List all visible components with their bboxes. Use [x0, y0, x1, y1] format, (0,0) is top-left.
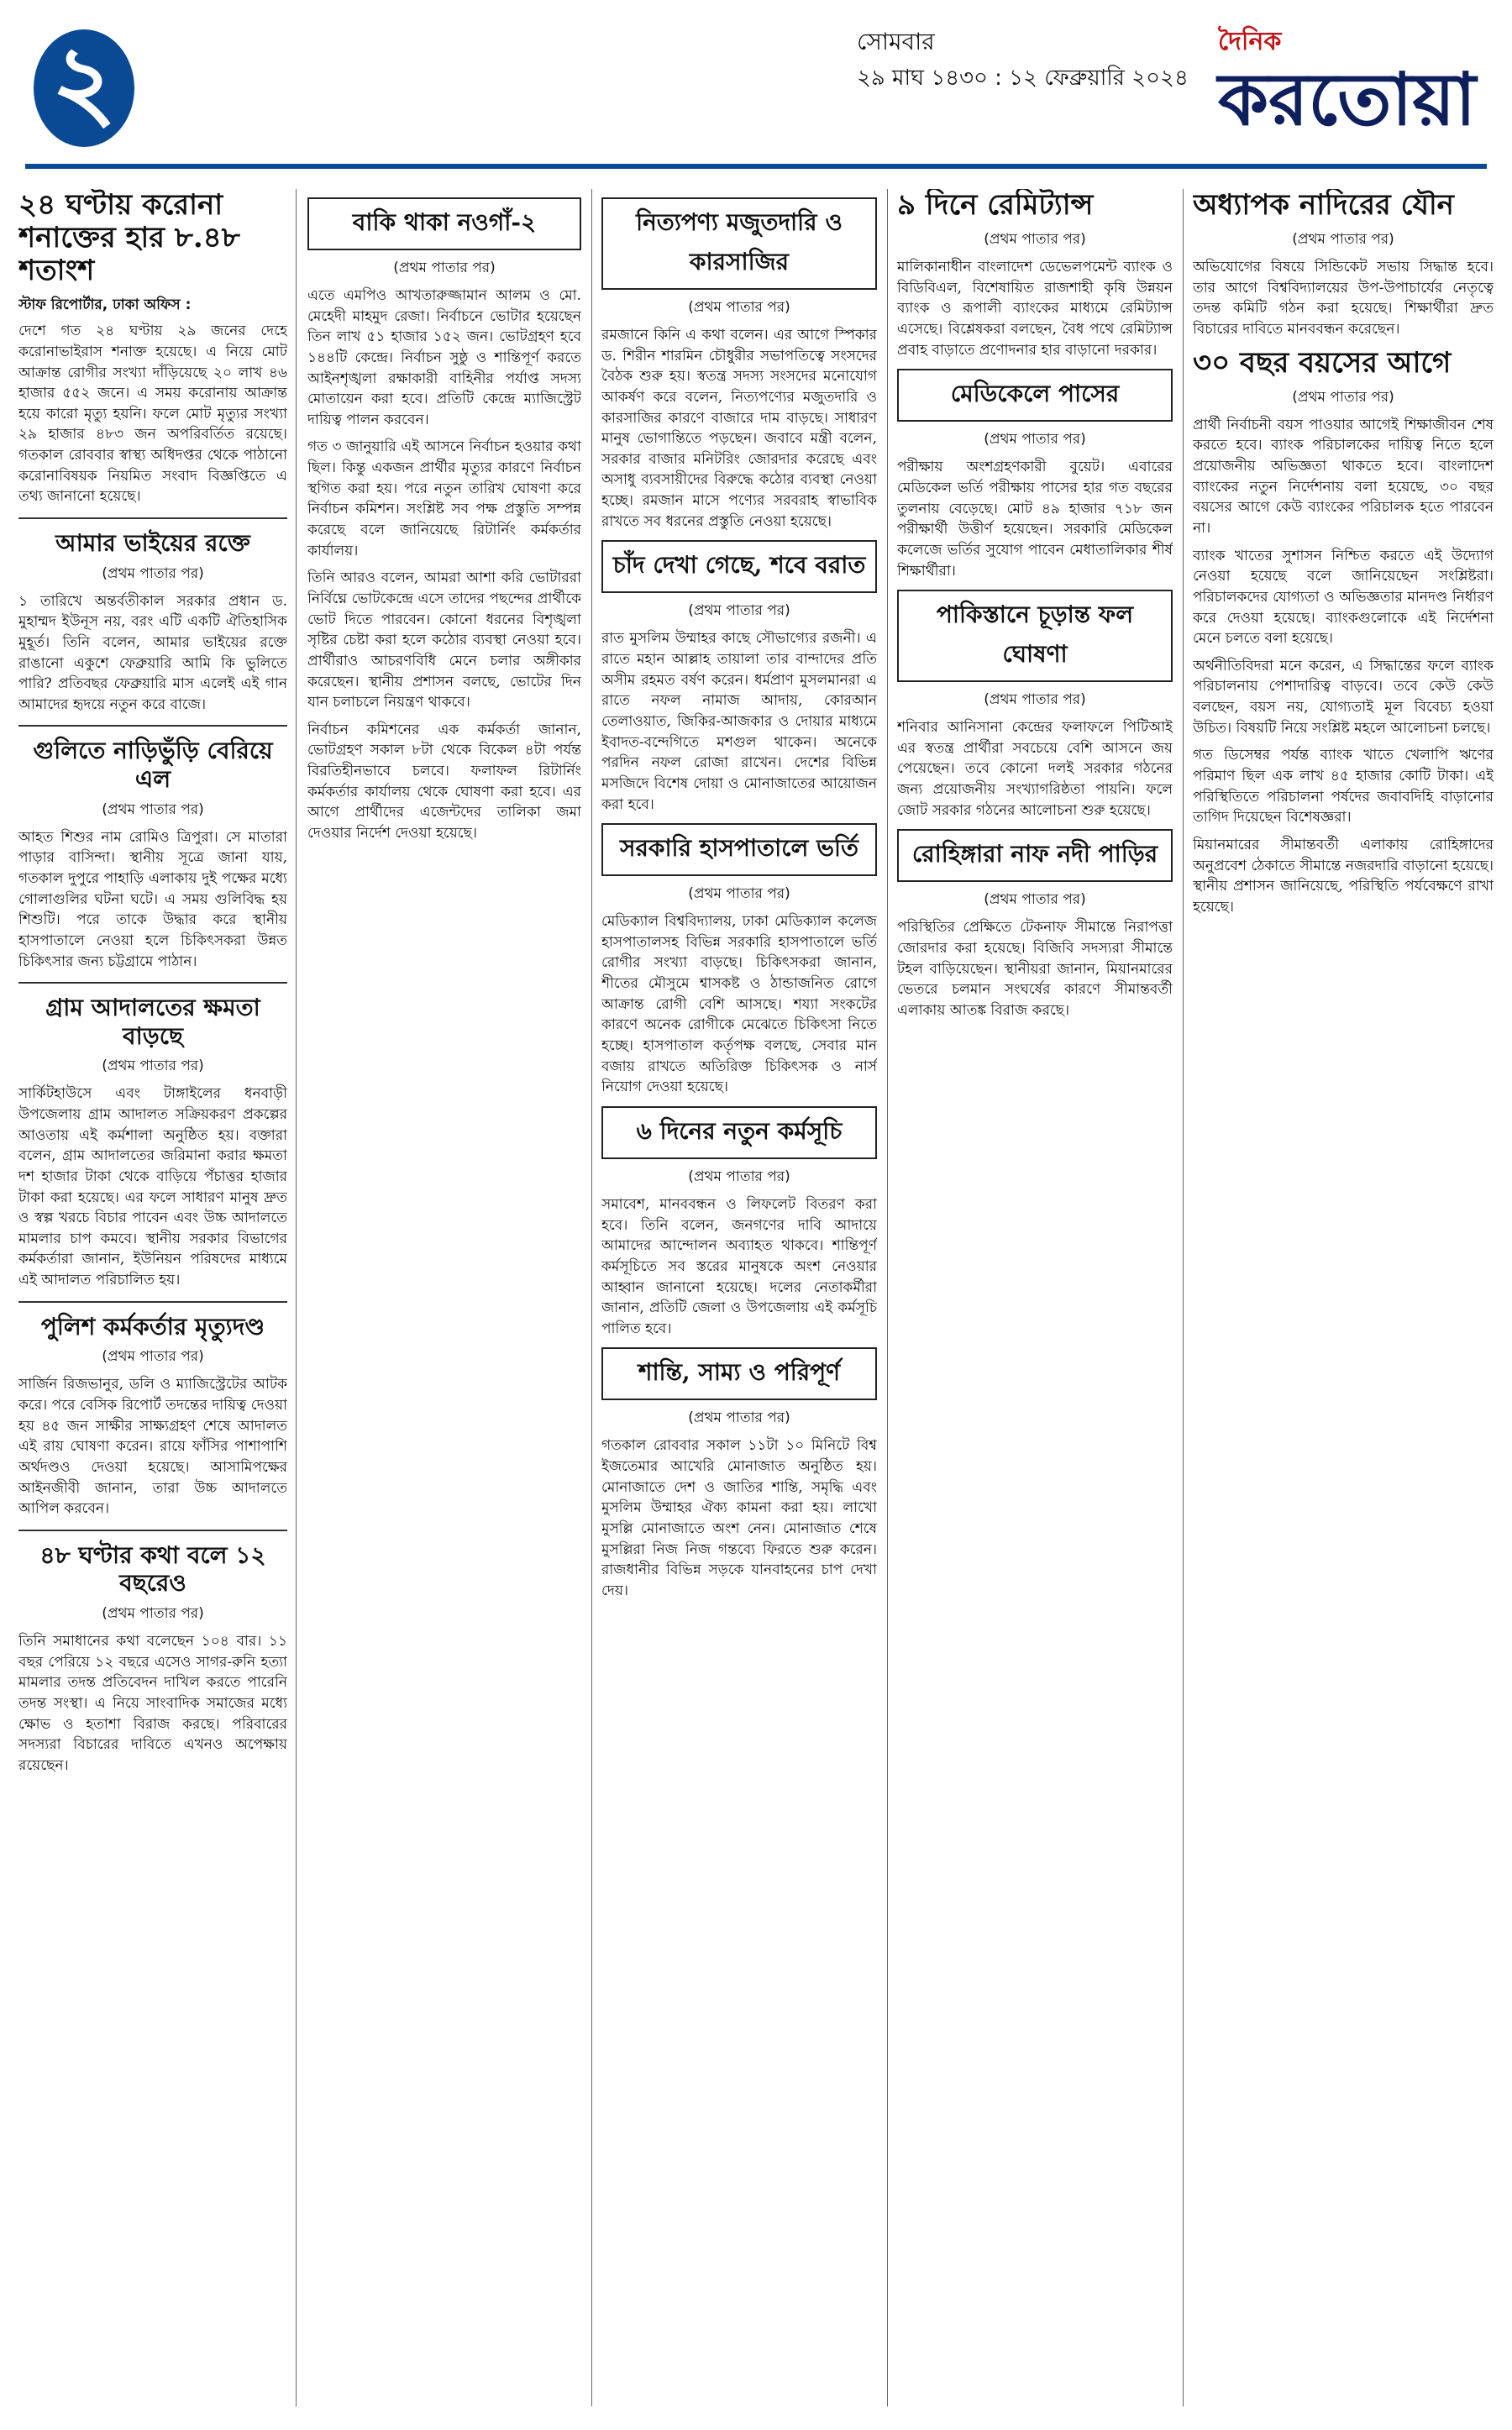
column-1: [18, 189, 287, 2406]
story-body: নির্বাচন কমিশনের এক কর্মকর্তা জানান, ভোটগ্রহণ সকাল ৮টা থেকে বিকেল ৪টা পর্যন্ত বিরতিহীনভাবে চলবে। ফলাফল রিটার্নিং কর্মকর্তার কার্যালয় থেকে ঘোষণা করা হবে। এর আগে প্রার্থীদের এজেন্টদের তালিকা জমা দেওয়ার নির্দেশ দেওয়া হয়েছে।: [307, 721, 581, 842]
continuation-label: (প্রথম পাতার পর): [102, 800, 204, 818]
column-3: [601, 189, 877, 2406]
divider: [18, 1530, 287, 1531]
story-headline: রোহিঙ্গারা নাফ নদী পাড়ির: [897, 829, 1173, 882]
story-headline: ৪৮ ঘণ্টার কথা বলে ১২ বছরেও: [39, 1540, 266, 1598]
story-body: মিয়ানমারের সীমান্তবর্তী এলাকায় রোহিঙ্গাদের অনুপ্রবেশ ঠেকাতে সীমান্তে নজরদারি বাড়ানো হয়েছে। স্থানীয় প্রশাসন জানিয়েছে, পরিস্থিতি পর্যবেক্ষণে রাখা হয়েছে।: [1193, 836, 1494, 916]
story-body: রাত মুসলিম উম্মাহর কাছে সৌভাগ্যের রজনী। এ রাতে মহান আল্লাহ তায়ালা তার বান্দাদের প্রতি অসীম রহমত বর্ষণ করেন। ধর্মপ্রাণ মুসলমানরা এ রাতে নফল নামাজ আদায়, কোরআন তেলাওয়াত, জিকির-আজকার ও দোয়ার মাধ্যমে ইবাদত-বন্দেগিতে মশগুল থাকেন। অনেকে পরদিন নফল রোজা রাখেন। দেশের বিভিন্ন মসজিদে বিশেষ দোয়া ও মোনাজাতের আয়োজন করা হবে।: [601, 630, 877, 813]
column-divider: [591, 189, 592, 2406]
divider: [18, 517, 287, 519]
story-headline: আমার ভাইয়ের রক্তে: [55, 529, 250, 558]
continuation-label: (প্রথম পাতার পর): [393, 260, 496, 276]
story-body: মালিকানাধীন বাংলাদেশ ডেভেলপমেন্ট ব্যাংক ও বিডিবিএল, বিশেষায়িত রাজশাহী কৃষি উন্নয়ন ব্যাংক ও রূপালী ব্যাংকের মাধ্যমে রেমিট্যান্স এসেছে। বিশ্লেষকরা বলছেন, বৈধ পথে রেমিট্যান্স প্রবাহ বাড়াতে প্রণোদনার হার বাড়ানো দরকার।: [897, 259, 1173, 359]
story-body: এতে এমপিও আখতারুজ্জামান আলম ও মো. মেহেদী মাহমুদ রেজা। নির্বাচনে ভোটার হয়েছেন তিন লাখ ৫১ হাজার ১৫২ জন। ভোটগ্রহণ হবে ১৪৪টি কেন্দ্রে। নির্বাচন সুষ্ঠু ও শান্তিপূর্ণ করতে আইনশৃঙ্খলা রক্ষাকারী বাহিনীর পর্যাপ্ত সদস্য মোতায়েন করা হবে। প্রতিটি কেন্দ্রে ম্যাজিস্ট্রেট দায়িত্ব পালন করবেন।: [307, 287, 581, 428]
story-body: গতকাল রোববার সকাল ১১টা ১০ মিনিটে বিশ্ব ইজতেমার আখেরি মোনাজাত অনুষ্ঠিত হয়। মোনাজাতে দেশ ও জাতির শান্তি, সমৃদ্ধি এবং মুসলিম উম্মাহর ঐক্য কামনা করা হয়। লাখো মুসল্লি মোনাজাতে অংশ নেন। মোনাজাত শেষে মুসল্লিরা নিজ নিজ গন্তব্যে ফিরতে শুরু করেন। রাজধানীর বিভিন্ন সড়কে যানবাহনের চাপ দেখা দেয়।: [601, 1437, 877, 1599]
continuation-label: (প্রথম পাতার পর): [102, 564, 204, 582]
story-body: আহত শিশুর নাম রোমিও ত্রিপুরা। সে মাতারা পাড়ার বাসিন্দা। স্থানীয় সূত্রে জানা যায়, গতকাল দুপুরে পাহাড়ি এলাকায় দুই পক্ষের মধ্যে গোলাগুলির ঘটনা ঘটে। এ সময় গুলিবিদ্ধ হয় শিশুটি। পরে তাকে উদ্ধার করে স্থানীয় হাসপাতালে নেওয়া হলে চিকিৎসকরা উন্নত চিকিৎসার জন্য চট্টগ্রামে পাঠান।: [18, 828, 287, 970]
continuation-label: (প্রথম পাতার পর): [688, 602, 790, 620]
story-headline: ৬ দিনের নতুন কর্মসূচি: [601, 1106, 877, 1159]
continuation-label: (প্রথম পাতার পর): [984, 891, 1086, 909]
story-body: পরীক্ষায় অংশগ্রহণকারী বুয়েট। এবারের মেডিকেল ভর্তি পরীক্ষায় পাসের হার গত বছরের তুলনায় বেড়েছে। মোট ৪৯ হাজার ৭১৮ জন পরীক্ষার্থী উত্তীর্ণ হয়েছেন। সরকারি মেডিকেল কলেজে ভর্তির সুযোগ পাবেন মেধাতালিকার শীর্ষ শিক্ষার্থীরা।: [897, 459, 1173, 580]
story-body: দেশে গত ২৪ ঘণ্টায় ২৯ জনের দেহে করোনাভাইরাস শনাক্ত হয়েছে। এ নিয়ে মোট আক্রান্ত রোগীর সংখ্যা দাঁড়িয়েছে ২০ লাখ ৪৬ হাজার ৫৫২ জনে। এ সময় করোনায় আক্রান্ত হয়ে কারো মৃত্যু হয়নি। ফলে মোট মৃত্যুর সংখ্যা ২৯ হাজার ৪৮৩ জন অপরিবর্তিত রয়েছে। গতকাল রোববার স্বাস্থ্য অধিদপ্তর থেকে পাঠানো করোনাবিষয়ক নিয়মিত সংবাদ বিজ্ঞপ্তিতে এ তথ্য জানানো হয়েছে।: [18, 323, 287, 506]
column-4: [897, 189, 1173, 2406]
column-divider: [1183, 189, 1184, 2406]
date-label: ২৯ মাঘ ১৪৩০ : ১২ ফেব্রুয়ারি ২০২৪: [857, 66, 1189, 91]
story-headline: গ্রাম আদালতের ক্ষমতা বাড়ছে: [45, 994, 260, 1050]
story-body: অভিযোগের বিষয়ে সিন্ডিকেট সভায় সিদ্ধান্ত হবে। তার আগে বিশ্ববিদ্যালয়ের উপ-উপাচার্যের নেতৃত্বে তদন্ত কমিটি গঠন করা হয়েছে। শিক্ষার্থীরা দ্রুত বিচারের দাবিতে মানববন্ধন করেছেন।: [1193, 259, 1494, 339]
story-headline: ৩০ বছর বয়সের আগে: [1193, 345, 1452, 380]
story-body: প্রার্থী নির্বাচনী বয়স পাওয়ার আগেই শিক্ষাজীবন শেষ করতে হবে। ব্যাংক পরিচালকের দায়িত্ব নিতে হলে প্রয়োজনীয় অভিজ্ঞতা থাকতে হবে। বাংলাদেশ ব্যাংকের নতুন নির্দেশনায় বলা হয়েছে, ৩০ বছর বয়সের আগে কেউ ব্যাংকের পরিচালক হতে পারবেন না।: [1193, 416, 1494, 537]
continuation-label: (প্রথম পাতার পর): [102, 1348, 204, 1366]
continuation-label: (প্রথম পাতার পর): [688, 885, 790, 903]
masthead-title: করতোয়া: [1218, 58, 1477, 142]
story-headline: মেডিকেলে পাসের: [897, 369, 1173, 422]
header-rule: [25, 164, 1487, 169]
continuation-label: (প্রথম পাতার পর): [102, 1605, 204, 1623]
continuation-label: (প্রথম পাতার পর): [1292, 231, 1394, 249]
story-headline: সরকারি হাসপাতালে ভর্তি: [601, 823, 877, 876]
story-body: শনিবার আনিসানা কেন্দ্রের ফলাফলে পিটিআই এর স্বতন্ত্র প্রার্থীরা সবচেয়ে বেশি আসনে জয় পেয়েছেন। তবে কোনো দলই সরকার গঠনের জন্য প্রয়োজনীয় সংখ্যাগরিষ্ঠতা পায়নি। ফলে জোট সরকার গঠনের আলোচনা শুরু হয়েছে।: [897, 719, 1173, 819]
continuation-label: (প্রথম পাতার পর): [984, 691, 1086, 709]
story-headline: গুলিতে নাড়িভুঁড়ি বেরিয়ে এল: [33, 737, 273, 794]
story-headline: পুলিশ কর্মকর্তার মৃত্যুদণ্ড: [40, 1312, 265, 1341]
masthead-small: দৈনিক: [1218, 27, 1282, 56]
story-body: মেডিক্যাল বিশ্ববিদ্যালয়, ঢাকা মেডিক্যাল কলেজ হাসপাতালসহ বিভিন্ন সরকারি হাসপাতালে ভর্তি রোগীর সংখ্যা বাড়ছে। চিকিৎসকরা জানান, শীতের মৌসুমে শ্বাসকষ্ট ও ঠান্ডাজনিত রোগে আক্রান্ত রোগী বেশি আসছে। শয্যা সংকটের কারণে অনেক রোগীকে মেঝেতে চিকিৎসা নিতে হচ্ছে। হাসপাতাল কর্তৃপক্ষ বলছে, সেবার মান বজায় রাখতে অতিরিক্ত চিকিৎসক ও নার্স নিয়োগ দেওয়া হয়েছে।: [601, 913, 877, 1096]
story-body: ১ তারিখে অন্তর্বতীকাল সরকার প্রধান ড. মুহাম্মদ ইউনূস নয়, বরং এটি একটি ঐতিহাসিক মুহূর্ত। তিনি বলেন, আমার ভাইয়ের রক্তে রাঙানো একুশে ফেব্রুয়ারি আমি কি ভুলিতে পারি? প্রতিবছর ফেব্রুয়ারি মাস এলেই এই গান আমাদের হৃদয়ে নতুন করে বাজে।: [18, 592, 287, 713]
divider: [18, 725, 287, 727]
column-divider: [296, 189, 297, 2406]
continuation-label: (প্রথম পাতার পর): [984, 231, 1086, 249]
continuation-label: (প্রথম পাতার পর): [688, 1168, 790, 1185]
story-body: সার্কিটহাউসে এবং টাঙ্গাইলের ধনবাড়ী উপজেলায় গ্রাম আদালত সক্রিয়করণ প্রকল্পের আওতায় এই কর্মশালা অনুষ্ঠিত হয়। বক্তারা বলেন, গ্রাম আদালতের জরিমানা করার ক্ষমতা দশ হাজার টাকা থেকে বাড়িয়ে পঁচাত্তর হাজার টাকা করা হয়েছে। এর ফলে সাধারণ মানুষ দ্রুত ও স্বল্প খরচে বিচার পাবেন এবং উচ্চ আদালতে মামলার চাপ কমবে। স্থানীয় সরকার বিভাগের কর্মকর্তারা জানান, ইউনিয়ন পরিষদের মাধ্যমে এই আদালত পরিচালিত হয়।: [18, 1085, 287, 1289]
day-label: সোমবার: [857, 28, 935, 55]
continuation-label: (প্রথম পাতার পর): [688, 1409, 790, 1427]
continuation-label: (প্রথম পাতার পর): [1292, 388, 1394, 406]
divider: [18, 1301, 287, 1303]
column-2: [307, 189, 581, 2406]
story-headline: অধ্যাপক নাদিরের যৌন: [1193, 189, 1454, 222]
story-headline: ২৪ ঘণ্টায় করোনা শনাক্তের হার ৮.৪৮ শতাংশ: [18, 189, 240, 288]
column-5: [1193, 189, 1494, 2406]
continuation-label: (প্রথম পাতার পর): [102, 1058, 204, 1075]
story-headline: পাকিস্তানে চূড়ান্ত ফল ঘোষণা: [897, 590, 1173, 682]
story-body: ব্যাংক খাতের সুশাসন নিশ্চিত করতে এই উদ্যোগ নেওয়া হয়েছে বলে জানিয়েছেন সংশ্লিষ্টরা। পরিচালকদের যোগ্যতা ও অভিজ্ঞতার মানদণ্ড নির্ধারণ করে দেওয়া হয়েছে। ব্যাংকগুলোকে এই নির্দেশনা মেনে চলতে বলা হয়েছে।: [1193, 547, 1494, 648]
story-body: রমজানে কিনি এ কথা বলেন। এর আগে স্পিকার ড. শিরীন শারমিন চৌধুরীর সভাপতিত্বে সংসদের বৈঠক শুরু হয়। স্বতন্ত্র সদস্য সংসদের মনোযোগ আকর্ষণ করে বলেন, নিত্যপণ্যের মজুতদারি ও কারসাজির কারণে বাজারে দাম বাড়ছে। সাধারণ মানুষ ভোগান্তিতে পড়ছেন। জবাবে মন্ত্রী বলেন, সরকার বাজার মনিটরিং জোরদার করেছে এবং অসাধু ব্যবসায়ীদের বিরুদ্ধে কঠোর ব্যবস্থা নেওয়া হচ্ছে। রমজান মাসে পণ্যের সরবরাহ স্বাভাবিক রাখতে সব ধরনের প্রস্তুতি নেওয়া হয়েছে।: [601, 327, 877, 530]
continuation-label: (প্রথম পাতার পর): [688, 299, 790, 316]
story-headline: চাঁদ দেখা গেছে, শবে বরাত: [601, 540, 877, 593]
story-body: গত ৩ জানুয়ারি এই আসনে নির্বাচন হওয়ার কথা ছিল। কিন্তু একজন প্রার্থীর মৃত্যুর কারণে নির্বাচন স্থগিত করা হয়। পরে নতুন তারিখ ঘোষণা করে নির্বাচন কমিশন। সংশ্লিষ্ট সব পক্ষ প্রস্তুতি সম্পন্ন করেছে বলে জানিয়েছে রিটার্নিং কর্মকর্তার কার্যালয়।: [307, 438, 581, 559]
story-headline: বাকি থাকা নওগাঁ-২: [307, 197, 581, 250]
story-body: তিনি আরও বলেন, আমরা আশা করি ভোটাররা নির্বিঘ্নে ভোটকেন্দ্রে এসে তাদের পছন্দের প্রার্থীকে ভোট দিতে পারবেন। কোনো ধরনের বিশৃঙ্খলা সৃষ্টির চেষ্টা করা হলে কঠোর ব্যবস্থা নেওয়া হবে। প্রার্থীরাও আচরণবিধি মেনে চলার অঙ্গীকার করেছেন। স্থানীয় প্রশাসন বলছে, ভোটের দিন যান চলাচলে নিয়ন্ত্রণ থাকবে।: [307, 569, 581, 711]
masthead: [1218, 21, 1487, 147]
story-body: গত ডিসেম্বর পর্যন্ত ব্যাংক খাতে খেলাপি ঋণের পরিমাণ ছিল এক লাখ ৪৫ হাজার কোটি টাকা। এই পরিস্থিতিতে পরিচালনা পর্ষদের জবাবদিহি বাড়ানোর তাগিদ দিয়েছেন বিশেষজ্ঞরা।: [1193, 747, 1494, 827]
page-header: [0, 0, 1512, 176]
continuation-label: (প্রথম পাতার পর): [984, 431, 1086, 449]
divider: [18, 982, 287, 984]
story-headline: শান্তি, সাম্য ও পরিপূর্ণ: [601, 1347, 877, 1400]
column-divider: [887, 189, 888, 2406]
page-number: ২: [34, 29, 134, 147]
story-body: অর্থনীতিবিদরা মনে করেন, এ সিদ্ধান্তের ফলে ব্যাংক পরিচালনায় পেশাদারিত্ব বাড়বে। তবে কেউ কেউ বলছেন, বয়স নয়, যোগ্যতাই মূল বিবেচ্য হওয়া উচিত। বিষয়টি নিয়ে সংশ্লিষ্ট মহলে আলোচনা চলছে।: [1193, 657, 1494, 737]
story-headline: ৯ দিনে রেমিট্যান্স: [897, 189, 1094, 222]
story-body: তিনি সমাধানের কথা বলেছেন ১০৪ বার। ১১ বছর পেরিয়ে ১২ বছরে এসেও সাগর-রুনি হত্যা মামলার তদন্ত প্রতিবেদন দাখিল করতে পারেনি তদন্ত সংস্থা। এ নিয়ে সাংবাদিক সমাজের মধ্যে ক্ষোভ ও হতাশা বিরাজ করছে। পরিবারের সদস্যরা বিচারের দাবিতে এখনও অপেক্ষায় রয়েছেন।: [18, 1633, 287, 1774]
story-headline: নিত্যপণ্য মজুতদারি ও কারসাজির: [601, 197, 877, 290]
story-body: পরিস্থিতির প্রেক্ষিতে টেকনাফ সীমান্তে নিরাপত্তা জোরদার করা হয়েছে। বিজিবি সদস্যরা সীমান্তে টহল বাড়িয়েছেন। স্থানীয়রা জানান, মিয়ানমারের ভেতরে চলমান সংঘর্ষের কারণে সীমান্তবর্তী এলাকায় আতঙ্ক বিরাজ করছে।: [897, 919, 1173, 1019]
story-body: সার্জিন রিজভানুর, ডলি ও ম্যাজিস্ট্রেটের আটক করে। পরে বেসিক রিপোর্ট তদন্তের দায়িত্ব দেওয়া হয় ৪৫ জন সাক্ষীর সাক্ষ্যগ্রহণ শেষে আদালত এই রায় ঘোষণা করেন। রায়ে ফাঁসির পাশাপাশি অর্থদণ্ডও দেওয়া হয়েছে। আসামিপক্ষের আইনজীবী জানান, তারা উচ্চ আদালতে আপিল করবেন।: [18, 1376, 287, 1518]
story-body: সমাবেশ, মানববন্ধন ও লিফলেট বিতরণ করা হবে। তিনি বলেন, জনগণের দাবি আদায়ে আমাদের আন্দোলন অব্যাহত থাকবে। শান্তিপূর্ণ কর্মসূচিতে সব স্তরের মানুষকে অংশ নেওয়ার আহ্বান জানানো হয়েছে। দলের নেতাকর্মীরা জানান, প্রতিটি জেলা ও উপজেলায় এই কর্মসূচি পালিত হবে।: [601, 1195, 877, 1337]
byline: স্টাফ রিপোর্টার, ঢাকা অফিস :: [18, 297, 192, 314]
